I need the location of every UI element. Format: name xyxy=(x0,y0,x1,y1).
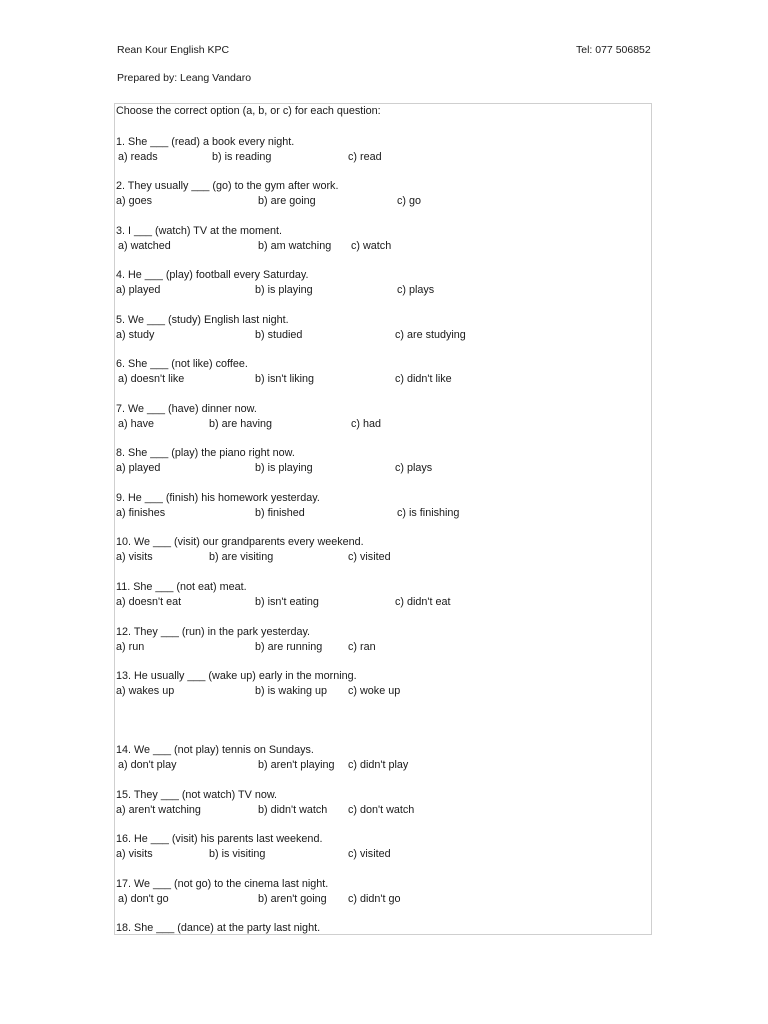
question-8-option-a: a) played xyxy=(116,462,161,474)
question-4-option-a: a) played xyxy=(116,284,161,296)
question-7: 7. We ___ (have) dinner now. xyxy=(116,403,257,415)
question-13: 13. He usually ___ (wake up) early in the morning. xyxy=(116,670,357,682)
question-7-option-c: c) had xyxy=(351,418,382,430)
question-2: 2. They usually ___ (go) to the gym after work. xyxy=(116,180,339,192)
instructions: Choose the correct option (a, b, or c) for each question: xyxy=(116,105,381,117)
question-11-option-c: c) didn't eat xyxy=(395,596,451,608)
question-4-option-b: b) is playing xyxy=(255,284,313,296)
question-14-option-a: a) don't play xyxy=(118,759,177,771)
question-7-option-b: b) are having xyxy=(209,418,273,430)
question-13-option-b: b) is waking up xyxy=(255,685,328,697)
question-4-option-c: c) plays xyxy=(397,284,435,296)
question-12-option-b: b) are running xyxy=(255,641,323,653)
question-15-option-a: a) aren't watching xyxy=(116,804,201,816)
question-17-option-c: c) didn't go xyxy=(348,893,401,905)
question-10: 10. We ___ (visit) our grandparents every weekend. xyxy=(116,536,364,548)
question-6-option-a: a) doesn't like xyxy=(118,373,185,385)
question-17-option-b: b) aren't going xyxy=(258,893,327,905)
question-3-option-a: a) watched xyxy=(118,240,171,252)
question-1: 1. She ___ (read) a book every night. xyxy=(116,136,295,148)
question-11-option-a: a) doesn't eat xyxy=(116,596,182,608)
question-15-option-c: c) don't watch xyxy=(348,804,415,816)
question-3: 3. I ___ (watch) TV at the moment. xyxy=(116,225,283,237)
question-11: 11. She ___ (not eat) meat. xyxy=(116,581,247,593)
question-9: 9. He ___ (finish) his homework yesterday. xyxy=(116,492,320,504)
question-11-option-b: b) isn't eating xyxy=(255,596,319,608)
question-2-option-c: c) go xyxy=(397,195,422,207)
question-2-option-a: a) goes xyxy=(116,195,153,207)
question-6: 6. She ___ (not like) coffee. xyxy=(116,358,248,370)
question-13-option-a: a) wakes up xyxy=(116,685,175,697)
phone-number: Tel: 077 506852 xyxy=(576,44,651,56)
question-15-option-b: b) didn't watch xyxy=(258,804,328,816)
question-5-option-a: a) study xyxy=(116,329,155,341)
question-16-option-b: b) is visiting xyxy=(209,848,266,860)
prepared-by: Prepared by: Leang Vandaro xyxy=(117,72,252,84)
question-10-option-c: c) visited xyxy=(348,551,391,563)
question-16-option-a: a) visits xyxy=(116,848,153,860)
question-9-option-a: a) finishes xyxy=(116,507,166,519)
question-13-option-c: c) woke up xyxy=(348,685,401,697)
question-16: 16. He ___ (visit) his parents last weekend. xyxy=(116,833,323,845)
question-8-option-b: b) is playing xyxy=(255,462,313,474)
question-9-option-b: b) finished xyxy=(255,507,305,519)
question-9-option-c: c) is finishing xyxy=(397,507,460,519)
question-3-option-b: b) am watching xyxy=(258,240,332,252)
question-12-option-c: c) ran xyxy=(348,641,376,653)
question-15: 15. They ___ (not watch) TV now. xyxy=(116,789,278,801)
question-12-option-a: a) run xyxy=(116,641,145,653)
question-7-option-a: a) have xyxy=(118,418,155,430)
question-8-option-c: c) plays xyxy=(395,462,433,474)
question-1-option-c: c) read xyxy=(348,151,382,163)
question-6-option-c: c) didn't like xyxy=(395,373,452,385)
question-10-option-b: b) are visiting xyxy=(209,551,274,563)
question-17-option-a: a) don't go xyxy=(118,893,169,905)
question-2-option-b: b) are going xyxy=(258,195,316,207)
question-5: 5. We ___ (study) English last night. xyxy=(116,314,289,326)
question-5-option-c: c) are studying xyxy=(395,329,466,341)
question-14-option-c: c) didn't play xyxy=(348,759,409,771)
question-12: 12. They ___ (run) in the park yesterday. xyxy=(116,626,311,638)
question-10-option-a: a) visits xyxy=(116,551,153,563)
question-8: 8. She ___ (play) the piano right now. xyxy=(116,447,295,459)
question-17: 17. We ___ (not go) to the cinema last night. xyxy=(116,878,329,890)
school-name: Rean Kour English KPC xyxy=(117,44,230,56)
question-3-option-c: c) watch xyxy=(351,240,392,252)
question-4: 4. He ___ (play) football every Saturday. xyxy=(116,269,309,281)
question-14: 14. We ___ (not play) tennis on Sundays. xyxy=(116,744,314,756)
question-1-option-b: b) is reading xyxy=(212,151,272,163)
question-5-option-b: b) studied xyxy=(255,329,303,341)
question-6-option-b: b) isn't liking xyxy=(255,373,315,385)
question-18: 18. She ___ (dance) at the party last night. xyxy=(116,922,321,934)
question-16-option-c: c) visited xyxy=(348,848,391,860)
question-1-option-a: a) reads xyxy=(118,151,158,163)
question-14-option-b: b) aren't playing xyxy=(258,759,335,771)
